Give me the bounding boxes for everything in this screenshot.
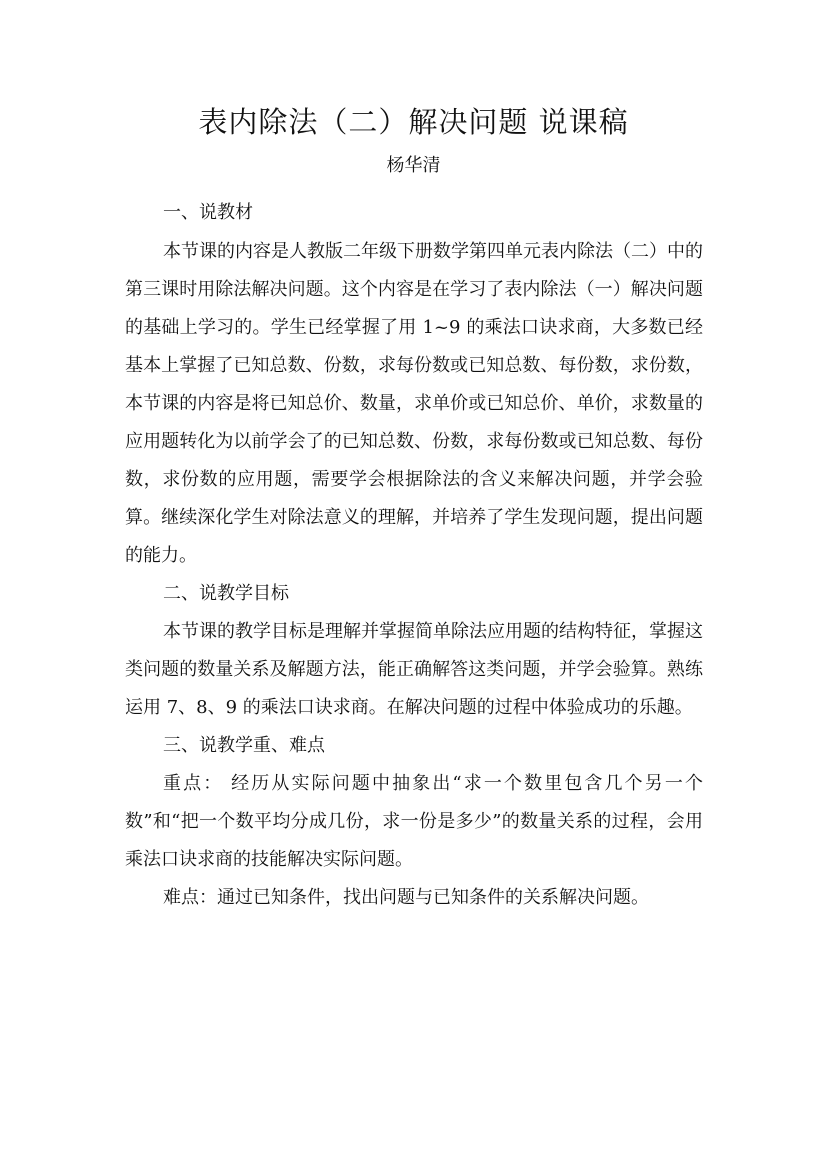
paragraph-teaching-objectives: 本节课的教学目标是理解并掌握简单除法应用题的结构特征，掌握这类问题的数量关系及解题方法，能正确解答这类问题，并学会验算。熟练运用 7、8、9 的乘法口诀求商。在解决问题的过程中体验成功的乐趣。: [125, 621, 703, 718]
paragraph-teaching-material: 本节课的内容是人教版二年级下册数学第四单元表内除法（二）中的第三课时用除法解决问题。这个内容是在学习了表内除法（一）解决问题的基础上学习的。学生已经掌握了用 1~9 的乘法口诀求商，大多数已经基本上掌握了已知总数、份数，求每份数或已知总数、每份数，求份数，本节课的内容是将已知总价、数量，求单价或已知总价、单价，求数量的应用题转化为以前学会了的已知总数、份数，求每份数或已知总数、每份数，求份数的应用题，需要学会根据除法的含义来解决问题，并学会验算。继续深化学生对除法意义的理解，并培养了学生发现问题，提出问题的能力。: [125, 241, 703, 566]
section-heading-teaching-objectives: 二、说教学目标: [163, 583, 289, 604]
document-body: [125, 194, 703, 917]
author-name: 杨华清: [386, 155, 441, 176]
section-heading-teaching-material: 一、说教材: [163, 202, 253, 223]
paragraph-focus: 重点： 经历从实际问题中抽象出“求一个数里包含几个另一个数”和“把一个数平均分成几份，求一份是多少”的数量关系的过程，会用乘法口诀求商的技能解决实际问题。: [125, 773, 703, 870]
section-heading-key-points: 三、说教学重、难点: [163, 735, 325, 756]
document-title: 表内除法（二）解决问题 说课稿: [198, 105, 629, 139]
paragraph-difficulty: 难点：通过已知条件，找出问题与已知条件的关系解决问题。: [163, 887, 649, 908]
